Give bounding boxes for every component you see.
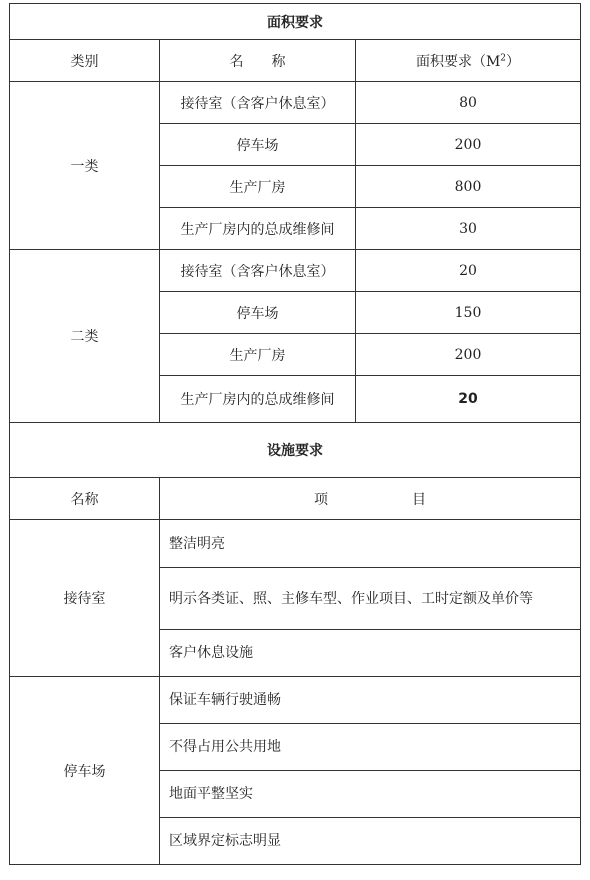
facility-title-row bbox=[10, 423, 581, 478]
area-item-name: 停车场 bbox=[160, 124, 356, 166]
area-header-row bbox=[10, 40, 581, 82]
facility-item: 明示各类证、照、主修车型、作业项目、工时定额及单价等 bbox=[160, 568, 581, 630]
area-item-value: 20 bbox=[356, 376, 581, 423]
table-row bbox=[10, 250, 581, 292]
area-item-value: 30 bbox=[356, 208, 581, 250]
area-title-row bbox=[10, 4, 581, 40]
table-row bbox=[10, 677, 581, 724]
facility-item: 客户休息设施 bbox=[160, 630, 581, 677]
area-title: 面积要求 bbox=[10, 4, 581, 40]
area-item-name: 生产厂房 bbox=[160, 166, 356, 208]
facility-item: 整洁明亮 bbox=[160, 520, 581, 568]
header-facility-name: 名称 bbox=[10, 478, 160, 520]
facility-item: 地面平整坚实 bbox=[160, 771, 581, 818]
area-item-name: 停车场 bbox=[160, 292, 356, 334]
area-item-name: 生产厂房 bbox=[160, 334, 356, 376]
requirements-table bbox=[9, 3, 581, 865]
facility-item: 区域界定标志明显 bbox=[160, 818, 581, 865]
group-label-class-2: 二类 bbox=[10, 250, 160, 423]
header-category: 类别 bbox=[10, 40, 160, 82]
area-item-value: 80 bbox=[356, 82, 581, 124]
table-row bbox=[10, 82, 581, 124]
area-item-name: 接待室（含客户休息室） bbox=[160, 250, 356, 292]
area-item-name: 接待室（含客户休息室） bbox=[160, 82, 356, 124]
area-item-value: 200 bbox=[356, 124, 581, 166]
table-row bbox=[10, 520, 581, 568]
header-facility-items: 项 目 bbox=[160, 478, 581, 520]
header-name: 名 称 bbox=[160, 40, 356, 82]
facility-group-reception: 接待室 bbox=[10, 520, 160, 677]
header-area: 面积要求$(M^2)$ bbox=[356, 40, 581, 82]
facility-header-row bbox=[10, 478, 581, 520]
area-item-value: 800 bbox=[356, 166, 581, 208]
area-item-value: 150 bbox=[356, 292, 581, 334]
area-item-name: 生产厂房内的总成维修间 bbox=[160, 376, 356, 423]
facility-item: 不得占用公共用地 bbox=[160, 724, 581, 771]
facility-item: 保证车辆行驶通畅 bbox=[160, 677, 581, 724]
area-item-value: 20 bbox=[356, 250, 581, 292]
group-label-class-1: 一类 bbox=[10, 82, 160, 250]
facility-title: 设施要求 bbox=[10, 423, 581, 478]
area-item-value: 200 bbox=[356, 334, 581, 376]
facility-group-parking: 停车场 bbox=[10, 677, 160, 865]
area-item-name: 生产厂房内的总成维修间 bbox=[160, 208, 356, 250]
